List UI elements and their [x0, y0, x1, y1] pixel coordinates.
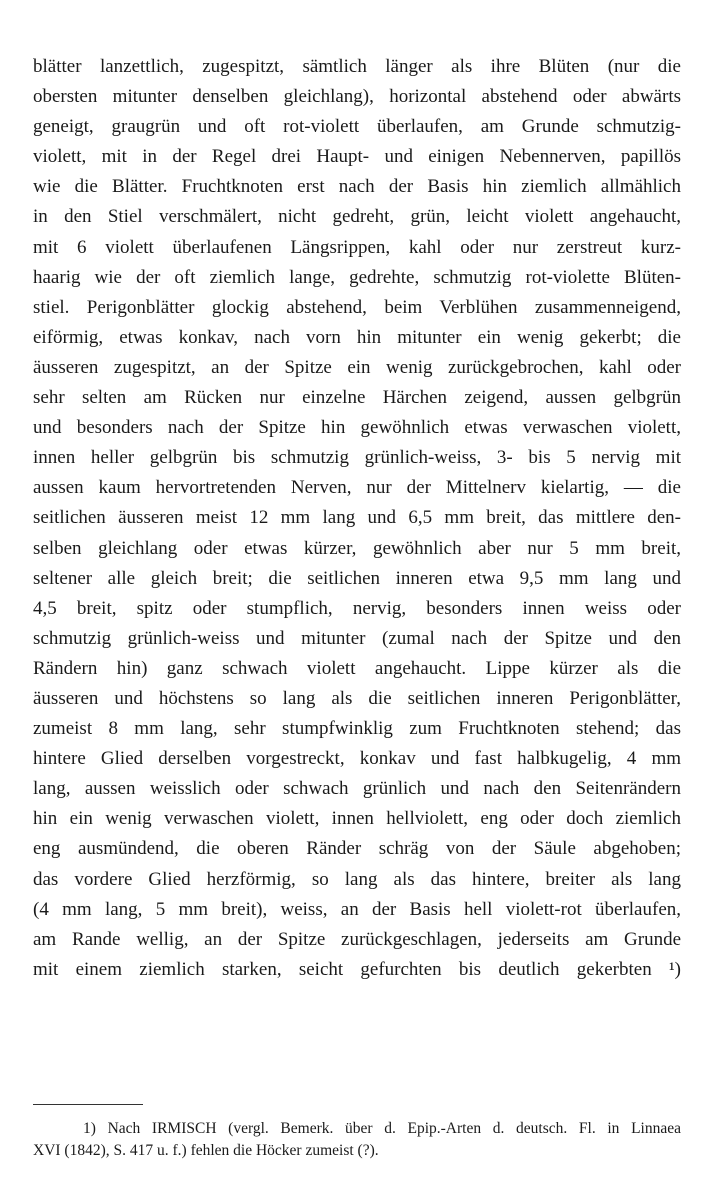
text-line: hintere Glied derselben vorgestreckt, konkav und fast halbkugelig, 4 mm	[33, 748, 681, 770]
text-line: selben gleichlang oder etwas kürzer, gewöhnlich aber nur 5 mm breit,	[33, 537, 681, 559]
text-line: obersten mitunter denselben gleichlang), horizontal abstehend oder abwärts	[33, 86, 681, 108]
text-line: haarig wie der oft ziemlich lange, gedrehte, schmutzig rot-violette Blüten-	[33, 266, 681, 288]
text-line: sehr selten am Rücken nur einzelne Härchen zeigend, aussen gelbgrün	[33, 387, 681, 409]
text-line: äusseren und höchstens so lang als die seitlichen inneren Perigonblätter,	[33, 687, 681, 709]
text-line: und besonders nach der Spitze hin gewöhnlich etwas verwaschen violett,	[33, 417, 681, 439]
text-line: eiförmig, etwas konkav, nach vorn hin mitunter ein wenig gekerbt; die	[33, 326, 681, 348]
text-line: mit einem ziemlich starken, seicht gefurchten bis deutlich gekerbten ¹)	[33, 958, 681, 980]
text-line: zumeist 8 mm lang, sehr stumpfwinklig zum Fruchtknoten stehend; das	[33, 718, 681, 740]
text-line: (4 mm lang, 5 mm breit), weiss, an der Basis hell violett-rot überlaufen,	[33, 898, 681, 920]
text-line: seitlichen äusseren meist 12 mm lang und 6,5 mm breit, das mittlere den-	[33, 507, 681, 529]
text-line: stiel. Perigonblätter glockig abstehend, beim Verblühen zusammenneigend,	[33, 296, 681, 318]
text-line: innen heller gelbgrün bis schmutzig grünlich-weiss, 3- bis 5 nervig mit	[33, 447, 681, 469]
text-line: schmutzig grünlich-weiss und mitunter (zumal nach der Spitze und den	[33, 627, 681, 649]
footnote-rule	[33, 1104, 143, 1105]
text-line: geneigt, graugrün und oft rot-violett überlaufen, am Grunde schmutzig-	[33, 116, 681, 138]
text-line: das vordere Glied herzförmig, so lang als das hintere, breiter als lang	[33, 868, 681, 890]
text-line: 4,5 breit, spitz oder stumpflich, nervig, besonders innen weiss oder	[33, 597, 681, 619]
text-line: aussen kaum hervortretenden Nerven, nur der Mittelnerv kielartig, — die	[33, 477, 681, 499]
text-line: äusseren zugespitzt, an der Spitze ein wenig zurückgebrochen, kahl oder	[33, 356, 681, 378]
text-line: blätter lanzettlich, zugespitzt, sämtlich länger als ihre Blüten (nur die	[33, 56, 681, 77]
text-line: Rändern hin) ganz schwach violett angehaucht. Lippe kürzer als die	[33, 657, 681, 679]
text-line: lang, aussen weisslich oder schwach grünlich und nach den Seitenrändern	[33, 778, 681, 800]
body-text	[33, 52, 681, 985]
text-line: mit 6 violett überlaufenen Längsrippen, kahl oder nur zerstreut kurz-	[33, 236, 681, 258]
text-line: wie die Blätter. Fruchtknoten erst nach der Basis hin ziemlich allmählich	[33, 176, 681, 198]
footnotes	[33, 1118, 681, 1162]
text-line: hin ein wenig verwaschen violett, innen hellviolett, eng oder doch ziemlich	[33, 808, 681, 830]
footnote-line: XVI (1842), S. 417 u. f.) fehlen die Höcker zumeist (?).	[33, 1142, 379, 1159]
text-line: in den Stiel verschmälert, nicht gedreht, grün, leicht violett angehaucht,	[33, 206, 681, 228]
text-line: eng ausmündend, die oberen Ränder schräg von der Säule abgehoben;	[33, 838, 681, 860]
footnote-line: 1) Nach IRMISCH (vergl. Bemerk. über d. Epip.-Arten d. deutsch. Fl. in Linnaea	[83, 1120, 681, 1137]
text-line: am Rande wellig, an der Spitze zurückgeschlagen, jederseits am Grunde	[33, 928, 681, 950]
text-line: violett, mit in der Regel drei Haupt- und einigen Nebennerven, papillös	[33, 146, 681, 168]
text-line: seltener alle gleich breit; die seitlichen inneren etwa 9,5 mm lang und	[33, 567, 681, 589]
